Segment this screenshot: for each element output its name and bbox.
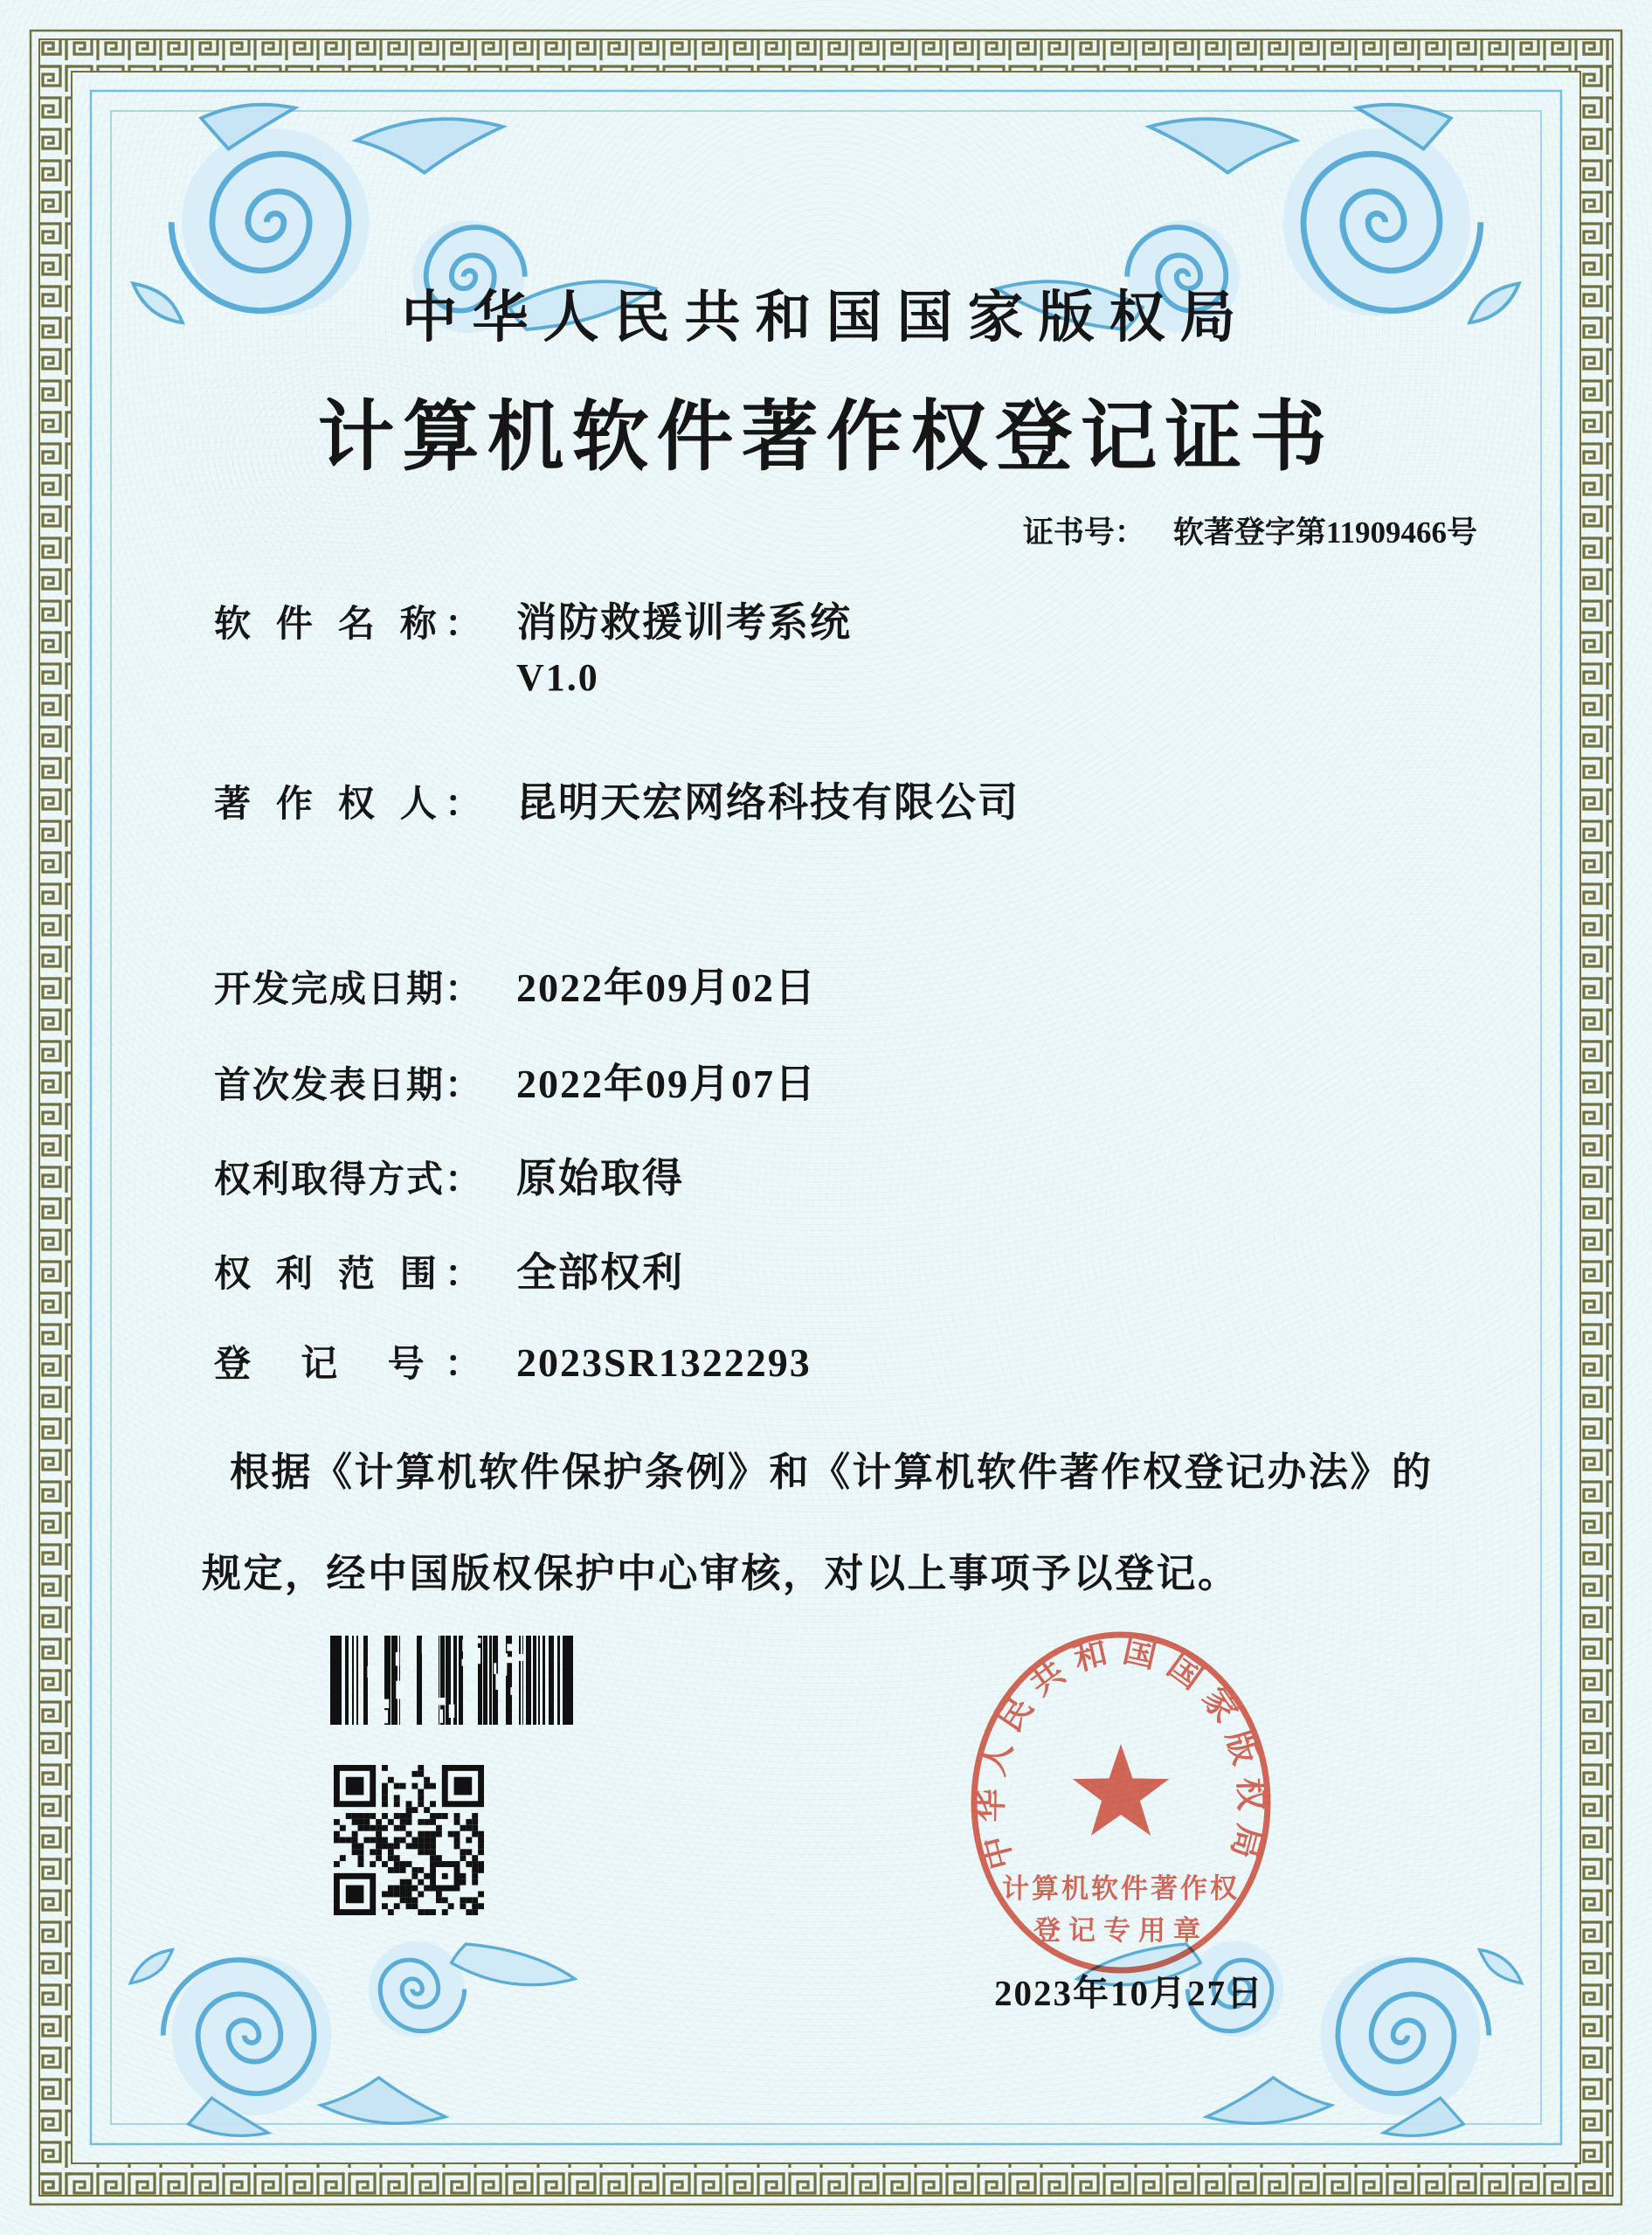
certificate-number-value: 软著登字第11909466号 xyxy=(1172,516,1477,550)
field-row-copyright-owner xyxy=(214,771,1020,828)
corner-flourish-bottom-left xyxy=(98,1913,587,2146)
field-value: 昆明天宏网络科技有限公司 xyxy=(516,780,1020,825)
statement-line-1: 根据《计算机软件保护条例》和《计算机软件著作权登记办法》的 xyxy=(230,1450,1434,1494)
statement-line-2: 规定，经中国版权保护中心审核，对以上事项予以登记。 xyxy=(202,1552,1240,1595)
field-label: 开发完成日期： xyxy=(214,970,481,1010)
field-row-rights-acquisition xyxy=(214,1146,684,1204)
field-row-rights-scope xyxy=(214,1241,684,1298)
field-label: 著 作 权 人： xyxy=(214,785,481,825)
seal-star-icon xyxy=(1073,1744,1169,1836)
field-row-software-name xyxy=(214,591,852,648)
field-label: 软 件 名 称： xyxy=(214,605,481,645)
seal-line-1: 计算机软件著作权 xyxy=(1002,1873,1240,1904)
certificate-title: 计算机软件著作权登记证书 xyxy=(317,396,1335,481)
field-row-dev-complete-date xyxy=(214,956,817,1014)
seal-line-2: 登记专用章 xyxy=(1033,1915,1208,1946)
field-value: 原始取得 xyxy=(516,1156,684,1201)
field-row-first-publish-date xyxy=(214,1052,817,1110)
issue-date: 2023年10月27日 xyxy=(994,1973,1264,2013)
field-label: 首次发表日期： xyxy=(214,1066,481,1106)
field-label: 权利取得方式： xyxy=(214,1160,481,1201)
copyright-office-seal xyxy=(965,1627,1276,1978)
certificate-number-label: 证书号： xyxy=(1022,516,1145,550)
qr-code xyxy=(334,1765,484,1915)
field-value: 2023SR1322293 xyxy=(516,1340,812,1385)
field-value: 消防救援训考系统 xyxy=(516,600,852,645)
field-value: 2022年09月07日 xyxy=(516,1062,817,1106)
field-label: 登 记 号： xyxy=(214,1345,481,1385)
field-label: 权 利 范 围： xyxy=(214,1255,481,1295)
software-version: V1.0 xyxy=(516,656,599,699)
field-row-registration-no xyxy=(214,1335,812,1387)
authority-title: 中华人民共和国国家版权局 xyxy=(401,287,1251,349)
field-value: 全部权利 xyxy=(516,1250,684,1295)
seal-ring-text: 中华人民共和国国家版权局 xyxy=(972,1632,1269,1873)
field-value: 2022年09月02日 xyxy=(516,965,817,1010)
certificate-number-line xyxy=(1023,509,1477,552)
barcode xyxy=(330,1636,573,1725)
